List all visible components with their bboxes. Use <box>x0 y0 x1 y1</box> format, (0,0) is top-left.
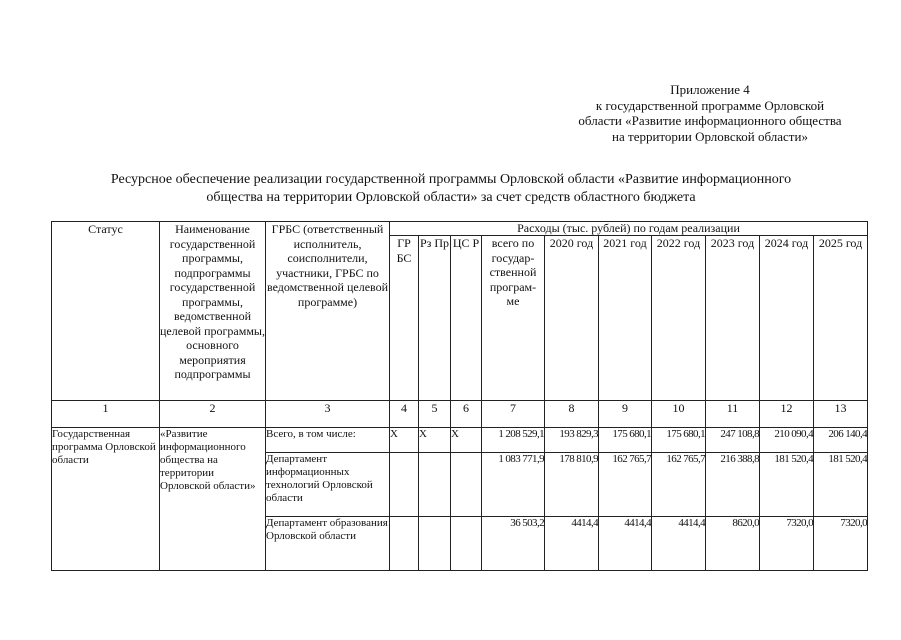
total-cell: 1 083 771,9 <box>482 453 545 517</box>
year-2020-cell: 193 829,3 <box>545 428 599 453</box>
rz-pr-cell: Х <box>419 428 451 453</box>
appendix-line: Приложение 4 <box>670 82 750 97</box>
grbs-cell: Департамент образования Орловской области <box>266 517 390 571</box>
header-cs-r: ЦС Р <box>451 236 482 401</box>
grbs-cell: Департамент информационных технологий Орловской области <box>266 453 390 517</box>
header-year-2021: 2021 год <box>599 236 652 401</box>
document-title <box>40 171 862 207</box>
year-2024-cell: 181 520,4 <box>760 453 814 517</box>
header-total: всего по государ- ственной програм- ме <box>482 236 545 401</box>
column-number: 1 <box>52 401 160 428</box>
column-number: 7 <box>482 401 545 428</box>
year-2021-cell: 175 680,1 <box>599 428 652 453</box>
column-number: 2 <box>160 401 266 428</box>
column-number: 8 <box>545 401 599 428</box>
year-2022-cell: 175 680,1 <box>652 428 706 453</box>
column-number: 6 <box>451 401 482 428</box>
header-year-2025: 2025 год <box>814 236 868 401</box>
column-number-row <box>52 401 868 428</box>
total-cell: 36 503,2 <box>482 517 545 571</box>
appendix-line: на территории Орловской области» <box>612 128 808 144</box>
resource-table <box>51 221 868 571</box>
header-gr-bs: ГР БС <box>390 236 419 401</box>
grbs-cell: Всего, в том числе: <box>266 428 390 453</box>
header-program-name: Наименование государственной программы, подпрограммы государственной программы, ведомственной целевой программы, основного мероприятия подпрограммы <box>160 222 266 401</box>
gr-bs-cell: Х <box>390 428 419 453</box>
column-number: 10 <box>652 401 706 428</box>
column-number: 5 <box>419 401 451 428</box>
program-name-cell: «Развитие информационного общества на территории Орловской области» <box>160 428 266 571</box>
year-2025-cell: 181 520,4 <box>814 453 868 517</box>
year-2023-cell: 216 388,8 <box>706 453 760 517</box>
appendix-line: к государственной программе Орловской <box>595 97 825 113</box>
year-2022-cell: 4414,4 <box>652 517 706 571</box>
column-number: 11 <box>706 401 760 428</box>
column-number: 9 <box>599 401 652 428</box>
year-2021-cell: 4414,4 <box>599 517 652 571</box>
gr-bs-cell <box>390 453 419 517</box>
year-2024-cell: 7320,0 <box>760 517 814 571</box>
header-year-2022: 2022 год <box>652 236 706 401</box>
header-rz-pr: Рз Пр <box>419 236 451 401</box>
header-expenses: Расходы (тыс. рублей) по годам реализации <box>390 222 868 236</box>
column-number: 13 <box>814 401 868 428</box>
header-year-2020: 2020 год <box>545 236 599 401</box>
cs-r-cell <box>451 517 482 571</box>
status-cell: Государственная программа Орловской области <box>52 428 160 571</box>
title-line: Ресурсное обеспечение реализации государственной программы Орловской области «Развитие информационного <box>110 172 792 187</box>
year-2020-cell: 4414,4 <box>545 517 599 571</box>
rz-pr-cell <box>419 517 451 571</box>
title-line: общества на территории Орловской области» за счет средств областного бюджета <box>206 190 696 205</box>
column-number: 12 <box>760 401 814 428</box>
rz-pr-cell <box>419 453 451 517</box>
year-2025-cell: 206 140,4 <box>814 428 868 453</box>
year-2020-cell: 178 810,9 <box>545 453 599 517</box>
column-number: 4 <box>390 401 419 428</box>
header-grbs: ГРБС (ответственный исполнитель, соисполнители, участники, ГРБС по ведомственной целевой программе) <box>266 222 390 401</box>
cs-r-cell: Х <box>451 428 482 453</box>
year-2024-cell: 210 090,4 <box>760 428 814 453</box>
total-cell: 1 208 529,1 <box>482 428 545 453</box>
year-2023-cell: 8620,0 <box>706 517 760 571</box>
year-2023-cell: 247 108,8 <box>706 428 760 453</box>
year-2021-cell: 162 765,7 <box>599 453 652 517</box>
year-2022-cell: 162 765,7 <box>652 453 706 517</box>
header-year-2024: 2024 год <box>760 236 814 401</box>
gr-bs-cell <box>390 517 419 571</box>
appendix-heading <box>470 82 901 144</box>
table-row <box>52 428 868 453</box>
header-year-2023: 2023 год <box>706 236 760 401</box>
year-2025-cell: 7320,0 <box>814 517 868 571</box>
appendix-line: области «Развитие информационного общества <box>578 113 842 128</box>
cs-r-cell <box>451 453 482 517</box>
column-number: 3 <box>266 401 390 428</box>
header-status: Статус <box>52 222 160 401</box>
